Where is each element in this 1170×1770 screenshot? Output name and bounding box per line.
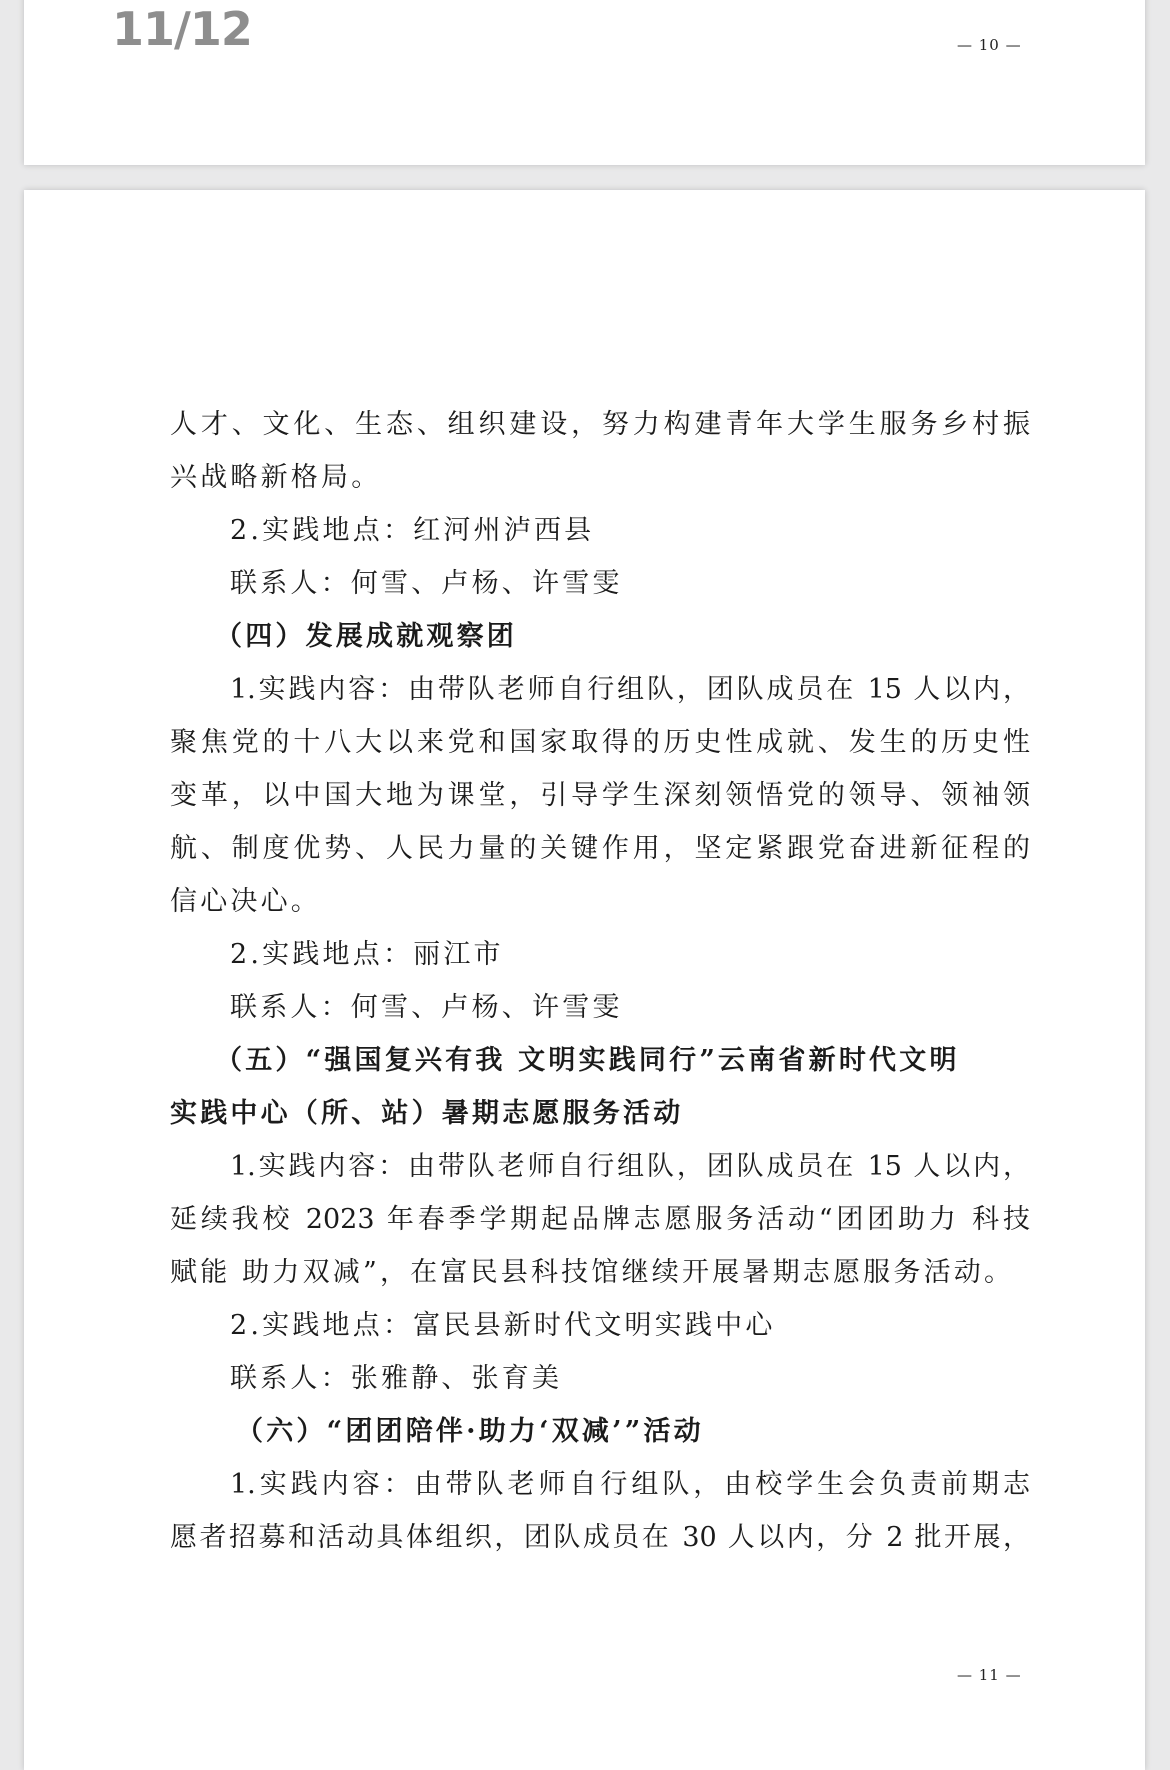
text-line: 信心决心。: [170, 886, 321, 917]
section-heading: （四）发展成就观察团: [215, 621, 517, 652]
section-heading: （五）“强国复兴有我 文明实践同行”云南省新时代文明: [215, 1045, 960, 1076]
text-line: 1.实践内容：由带队老师自行组队，团队成员在 15 人以内，: [230, 1151, 1030, 1182]
page-body: [170, 398, 1030, 1564]
text-line: 赋能 助力双减”，在富民县科技馆继续开展暑期志愿服务活动。: [170, 1257, 1015, 1288]
text-line: 航、制度优势、人民力量的关键作用，坚定紧跟党奋进新征程的: [170, 833, 1030, 864]
text-line: 愿者招募和活动具体组织，团队成员在 30 人以内，分 2 批开展，: [170, 1522, 1030, 1553]
text-line: 2.实践地点：丽江市: [230, 939, 504, 970]
text-line: 人才、文化、生态、组织建设，努力构建青年大学生服务乡村振: [170, 409, 1030, 440]
text-line: 1.实践内容：由带队老师自行组队，团队成员在 15 人以内，: [230, 674, 1030, 705]
text-line: 2.实践地点：富民县新时代文明实践中心: [230, 1310, 776, 1341]
section-heading-continuation: 实践中心（所、站）暑期志愿服务活动: [170, 1098, 684, 1129]
section-heading: （六）“团团陪伴·助力‘双减’”活动: [236, 1416, 704, 1447]
text-line: 聚焦党的十八大以来党和国家取得的历史性成就、发生的历史性: [170, 727, 1030, 758]
text-line: 联系人：何雪、卢杨、许雪雯: [230, 568, 623, 599]
document-page-11: [24, 190, 1145, 1770]
text-line: 联系人：何雪、卢杨、许雪雯: [230, 992, 623, 1023]
text-line: 1.实践内容：由带队老师自行组队，由校学生会负责前期志: [230, 1469, 1030, 1500]
text-line: 延续我校 2023 年春季学期起品牌志愿服务活动“团团助力 科技: [170, 1204, 1030, 1235]
text-line: 兴战略新格局。: [170, 462, 382, 493]
text-line: 2.实践地点：红河州泸西县: [230, 515, 595, 546]
page-number: — 10 —: [957, 36, 1022, 54]
text-line: 变革，以中国大地为课堂，引导学生深刻领悟党的领导、领袖领: [170, 780, 1030, 811]
text-line: 联系人：张雅静、张育美: [230, 1363, 563, 1394]
page-number: — 11 —: [957, 1666, 1022, 1684]
page-indicator: 11/12: [112, 2, 252, 56]
